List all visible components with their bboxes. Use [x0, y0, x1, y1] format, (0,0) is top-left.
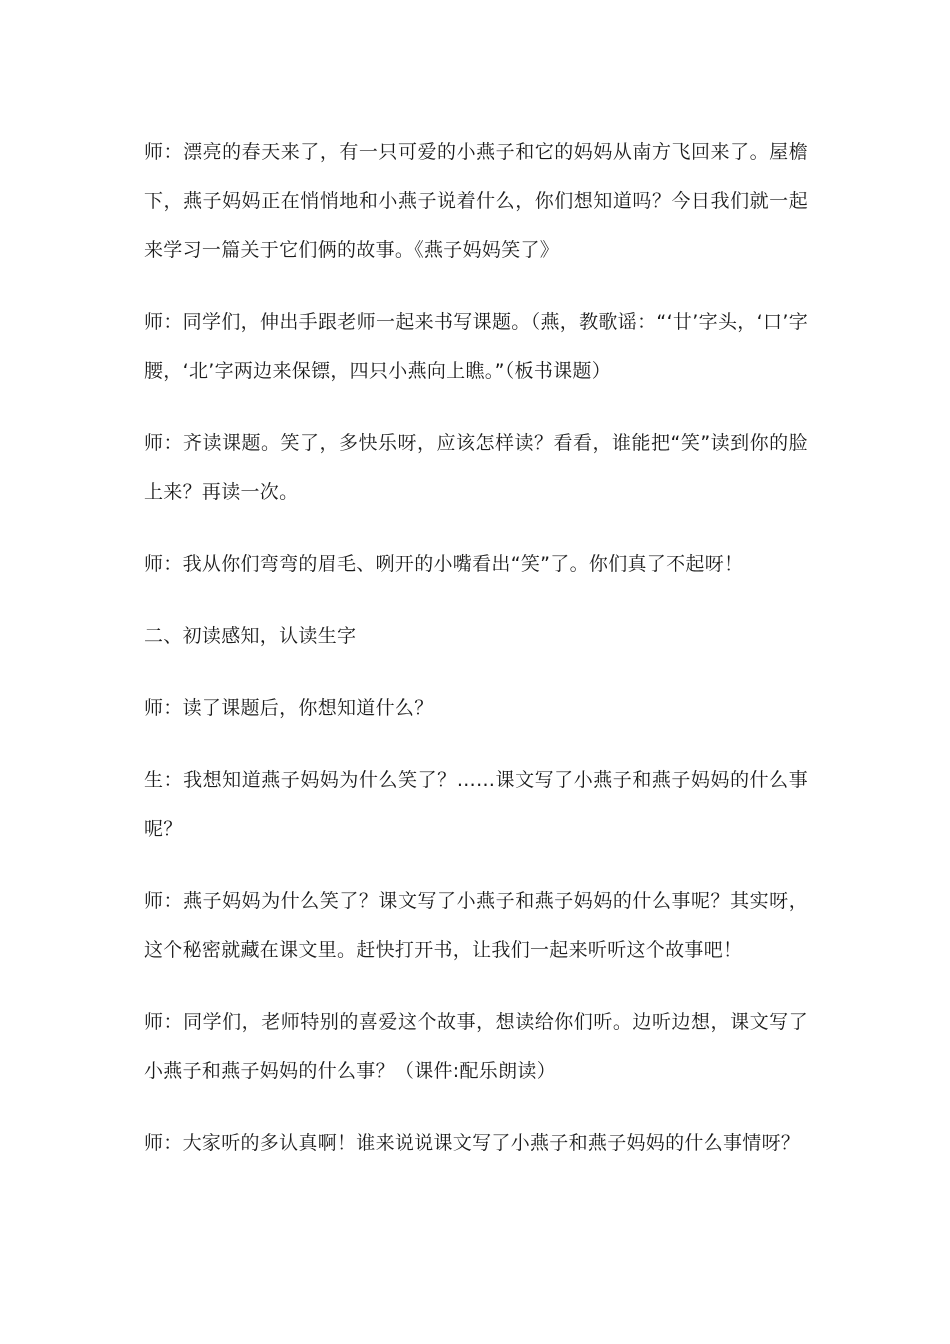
paragraph-student-answer: 生：我想知道燕子妈妈为什么笑了？……课文写了小燕子和燕子妈妈的什么事呢？: [144, 769, 808, 840]
paragraph-read-title: 师：齐读课题。笑了，多快乐呀，应该怎样读？看看，谁能把“笑”读到你的脸上来？再读一次。: [144, 432, 808, 503]
document-body: [144, 128, 808, 1191]
section-heading: 二、初读感知，认读生字: [144, 625, 357, 647]
paragraph-who-tells: 师：大家听的多认真啊！谁来说说课文写了小燕子和燕子妈妈的什么事情呀？: [144, 1132, 801, 1154]
paragraph-secret: 师：燕子妈妈为什么笑了？课文写了小燕子和燕子妈妈的什么事呢？其实呀，这个秘密就藏在课文里。赶快打开书，让我们一起来听听这个故事吧！: [144, 890, 808, 961]
paragraph-teacher-read: 师：同学们，老师特别的喜爱这个故事，想读给你们听。边听边想，课文写了小燕子和燕子妈妈的什么事？（课件:配乐朗读）: [144, 1011, 808, 1082]
paragraph-intro-spring: 师：漂亮的春天来了，有一只可爱的小燕子和它的妈妈从南方飞回来了。屋檐下，燕子妈妈正在悄悄地和小燕子说着什么，你们想知道吗？今日我们就一起来学习一篇关于它们俩的故事。《燕子妈妈笑了》: [144, 141, 808, 261]
paragraph-question: 师：读了课题后，你想知道什么？: [144, 697, 434, 719]
paragraph-praise: 师：我从你们弯弯的眉毛、咧开的小嘴看出“笑”了。你们真了不起呀！: [144, 553, 744, 575]
paragraph-write-title: 师：同学们，伸出手跟老师一起来书写课题。（燕，教歌谣：“‘廿’字头，‘口’字腰，‘北’字两边来保镖，四只小燕向上瞧。”（板书课题）: [144, 311, 808, 382]
